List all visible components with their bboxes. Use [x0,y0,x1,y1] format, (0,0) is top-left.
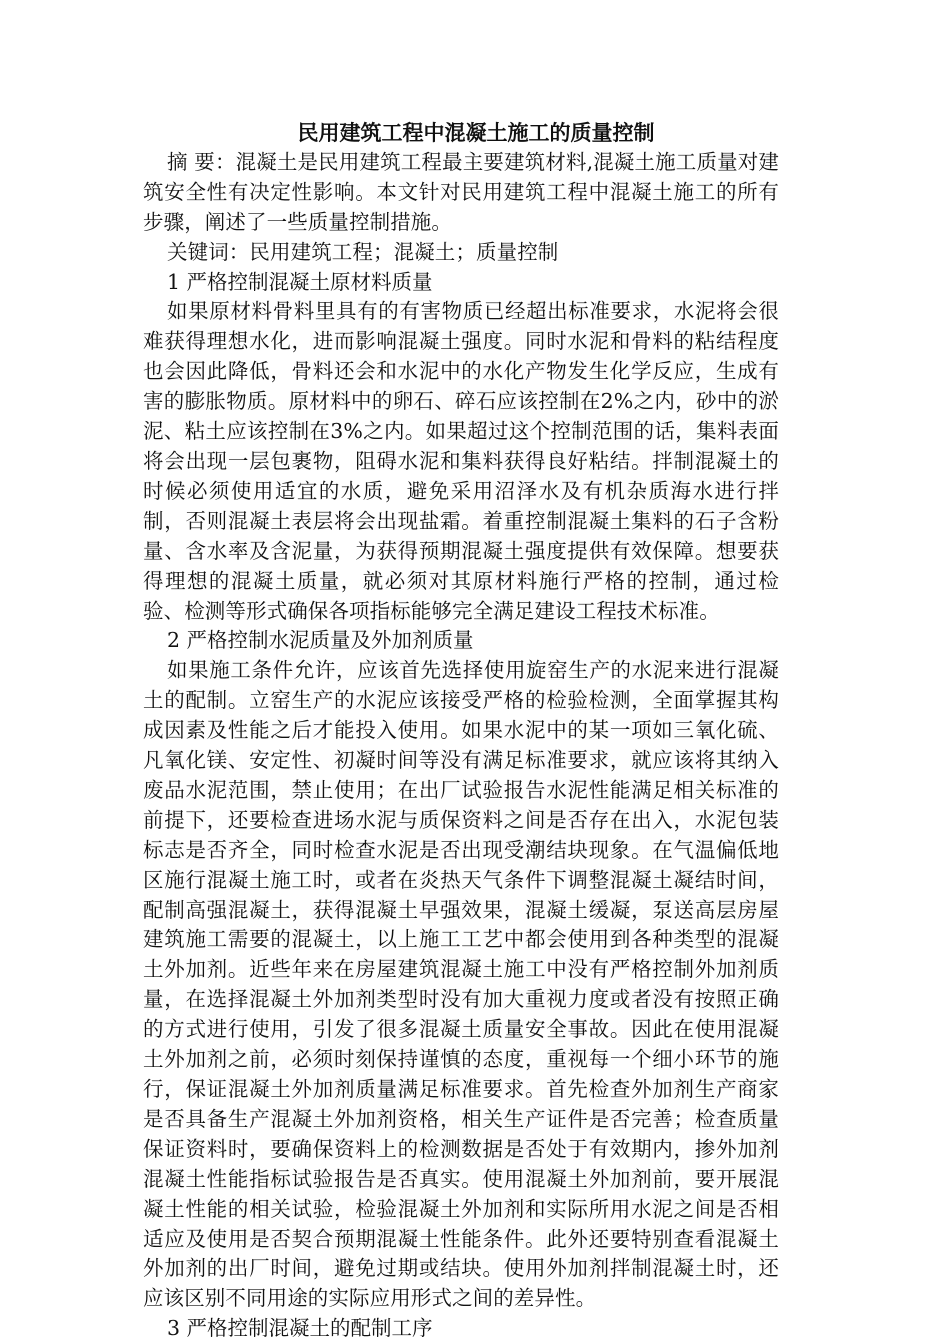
section-3-heading: 3 严格控制混凝土的配制工序 [167,1316,433,1341]
section-2-heading: 2 严格控制水泥质量及外加剂质量 [167,628,474,653]
keywords-paragraph: 关键词：民用建筑工程；混凝土；质量控制 [167,239,559,264]
section-2-body: 如果施工条件允许，应该首先选择使用旋窑生产的水泥来进行混凝土的配制。立窑生产的水泥应该接受严格的检验检测，全面掌握其构成因素及性能之后才能投入使用。如果水泥中的某一项如三氧化硫、凡氧化镁、安定性、初凝时间等没有满足标准要求，就应该将其纳入废品水泥范围，禁止使用；在出厂试验报告水泥性能满足相关标准的前提下，还要检查进场水泥与质保资料之间是否存在出入，水泥包装标志是否齐全，同时检查水泥是否出现受潮结块现象。在气温偏低地区施行混凝土施工时，或者在炎热天气条件下调整混凝土凝结时间，配制高强混凝土，获得混凝土早强效果，混凝土缓凝，泵送高层房屋建筑施工需要的混凝土，以上施工工艺中都会使用到各种类型的混凝土外加剂。近些年来在房屋建筑混凝土施工中没有严格控制外加剂质量，在选择混凝土外加剂类型时没有加大重视力度或者没有按照正确的方式进行使用，引发了很多混凝土质量安全事故。因此在使用混凝土外加剂之前，必须时刻保持谨慎的态度，重视每一个细小环节的施行，保证混凝土外加剂质量满足标准要求。首先检查外加剂生产商家是否具备生产混凝土外加剂资格，相关生产证件是否完善；检查质量保证资料时，要确保资料上的检测数据是否处于有效期内，掺外加剂混凝土性能指标试验报告是否真实。使用混凝土外加剂前，要开展混凝土性能的相关试验，检验混凝土外加剂和实际所用水泥之间是否相适应及使用是否契合预期混凝土性能条件。此外还要特别查看混凝土外加剂的出厂时间，避免过期或结块。使用外加剂拌制混凝土时，还应该区别不同用途的实际应用形式之间的差异性。 [143,658,779,1311]
section-1-body: 如果原材料骨料里具有的有害物质已经超出标准要求，水泥将会很难获得理想水化，进而影响混凝土强度。同时水泥和骨料的粘结程度也会因此降低，骨料还会和水泥中的水化产物发生化学反应，生成有害的膨胀物质。原材料中的卵石、碎石应该控制在2%之内，砂中的淤泥、粘土应该控制在3%之内。如果超过这个控制范围的话，集料表面将会出现一层包裹物，阻碍水泥和集料获得良好粘结。拌制混凝土的时候必须使用适宜的水质，避免采用沼泽水及有机杂质海水进行拌制，否则混凝土表层将会出现盐霜。着重控制混凝土集料的石子含粉量、含水率及含泥量，为获得预期混凝土强度提供有效保障。想要获得理想的混凝土质量，就必须对其原材料施行严格的控制，通过检验、检测等形式确保各项指标能够完全满足建设工程技术标准。 [143,299,779,623]
section-1-heading: 1 严格控制混凝土原材料质量 [167,269,433,294]
document-title: 民用建筑工程中混凝土施工的质量控制 [297,120,655,145]
document-content [143,118,779,1344]
abstract-paragraph: 摘 要：混凝土是民用建筑工程最主要建筑材料,混凝土施工质量对建筑安全性有决定性影响。本文针对民用建筑工程中混凝土施工的所有步骤，阐述了一些质量控制措施。 [143,149,779,234]
